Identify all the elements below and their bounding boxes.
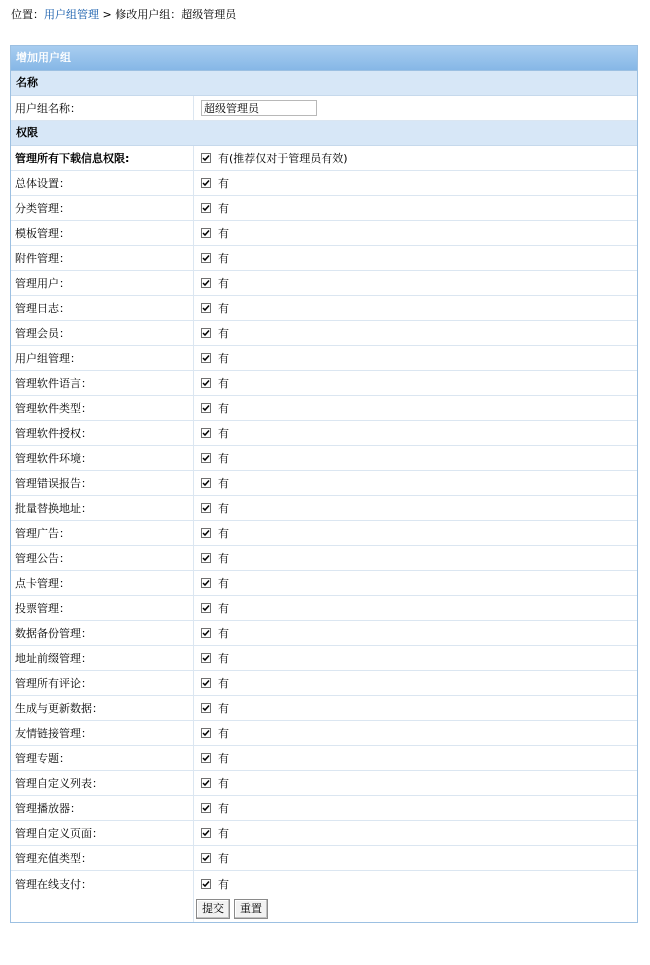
permission-checkbox[interactable] (201, 828, 211, 838)
breadcrumb-separator: > (99, 8, 116, 21)
permission-yes-label: 有 (218, 702, 229, 715)
breadcrumb-prefix: 位置： (11, 8, 44, 21)
permission-label: 管理所有评论： (11, 671, 194, 695)
permission-label: 管理错误报告： (11, 471, 194, 495)
permission-checkbox[interactable] (201, 428, 211, 438)
checkmark-icon (202, 479, 210, 487)
group-name-input[interactable] (201, 100, 317, 116)
permission-checkbox[interactable] (201, 303, 211, 313)
permission-yes-label: 有 (218, 377, 229, 390)
checkmark-icon (202, 579, 210, 587)
permission-label: 管理充值类型： (11, 846, 194, 870)
permission-label: 管理广告： (11, 521, 194, 545)
permission-yes-label: 有 (218, 277, 229, 290)
group-name-row (11, 96, 637, 121)
checkmark-icon (202, 229, 210, 237)
permission-row (11, 246, 637, 271)
permission-checkbox[interactable] (201, 778, 211, 788)
permission-row (11, 296, 637, 321)
permission-checkbox[interactable] (201, 503, 211, 513)
permission-label: 批量替换地址： (11, 496, 194, 520)
permission-checkbox[interactable] (201, 879, 211, 889)
permission-label: 管理播放器： (11, 796, 194, 820)
permission-row (11, 646, 637, 671)
permission-yes-label: 有 (218, 252, 229, 265)
permission-yes-label: 有 (218, 727, 229, 740)
permission-row (11, 271, 637, 296)
checkmark-icon (202, 404, 210, 412)
permission-row (11, 771, 637, 796)
permission-checkbox[interactable] (201, 278, 211, 288)
checkmark-icon (202, 154, 210, 162)
permission-row (11, 171, 637, 196)
permission-row (11, 396, 637, 421)
permission-yes-label: 有 (218, 852, 229, 865)
permission-yes-label: 有 (218, 602, 229, 615)
permission-yes-label: 有 (218, 427, 229, 440)
permission-row (11, 471, 637, 496)
permission-checkbox[interactable] (201, 703, 211, 713)
section-permissions-header: 权限 (11, 121, 637, 146)
permission-row (11, 546, 637, 571)
permission-yes-label: 有 (218, 302, 229, 315)
checkmark-icon (202, 429, 210, 437)
permission-yes-label: 有 (218, 577, 229, 590)
permission-checkbox[interactable] (201, 578, 211, 588)
permission-label: 地址前缀管理： (11, 646, 194, 670)
section-name-header: 名称 (11, 71, 637, 96)
permission-checkbox[interactable] (201, 403, 211, 413)
permission-checkbox[interactable] (201, 553, 211, 563)
permission-label: 管理专题： (11, 746, 194, 770)
checkmark-icon (202, 604, 210, 612)
permission-row (11, 221, 637, 246)
permission-row (11, 696, 637, 721)
panel-title: 增加用户组 (11, 46, 637, 71)
permission-checkbox[interactable] (201, 253, 211, 263)
permission-checkbox[interactable] (201, 653, 211, 663)
permission-row (11, 196, 637, 221)
permission-row (11, 421, 637, 446)
permission-row (11, 146, 637, 171)
permission-yes-label: 有 (218, 402, 229, 415)
permission-yes-label: 有 (218, 652, 229, 665)
checkmark-icon (202, 304, 210, 312)
reset-button[interactable]: 重置 (234, 899, 268, 919)
checkmark-icon (202, 829, 210, 837)
permission-checkbox[interactable] (201, 328, 211, 338)
permission-label: 生成与更新数据： (11, 696, 194, 720)
permission-label: 管理自定义列表： (11, 771, 194, 795)
checkmark-icon (202, 804, 210, 812)
permission-yes-label: 有 (218, 202, 229, 215)
permission-row (11, 496, 637, 521)
permission-yes-label: 有 (218, 677, 229, 690)
permission-checkbox[interactable] (201, 528, 211, 538)
permission-checkbox[interactable] (201, 178, 211, 188)
permission-label: 友情链接管理： (11, 721, 194, 745)
permission-label: 管理所有下载信息权限: (11, 146, 194, 170)
permission-yes-label: 有 (218, 802, 229, 815)
checkmark-icon (202, 729, 210, 737)
checkmark-icon (202, 504, 210, 512)
permission-label: 管理自定义页面： (11, 821, 194, 845)
permission-row (11, 796, 637, 821)
checkmark-icon (202, 204, 210, 212)
checkmark-icon (202, 629, 210, 637)
permission-label: 管理软件环境： (11, 446, 194, 470)
permission-label: 管理软件语言： (11, 371, 194, 395)
checkmark-icon (202, 754, 210, 762)
checkmark-icon (202, 704, 210, 712)
permission-row (11, 821, 637, 846)
checkmark-icon (202, 354, 210, 362)
permission-checkbox[interactable] (201, 353, 211, 363)
permission-checkbox[interactable] (201, 228, 211, 238)
permission-label: 投票管理： (11, 596, 194, 620)
permission-label: 管理软件授权： (11, 421, 194, 445)
permission-checkbox[interactable] (201, 153, 211, 163)
permission-yes-label: 有 (218, 552, 229, 565)
permission-row (11, 621, 637, 646)
permission-label: 点卡管理： (11, 571, 194, 595)
permission-row (11, 321, 637, 346)
checkmark-icon (202, 379, 210, 387)
permission-yes-label: 有 (218, 227, 229, 240)
checkmark-icon (202, 654, 210, 662)
checkmark-icon (202, 880, 210, 888)
permission-label: 管理软件类型： (11, 396, 194, 420)
permission-row (11, 746, 637, 771)
permission-yes-label: 有 (218, 877, 229, 891)
permission-checkbox[interactable] (201, 453, 211, 463)
permission-yes-label: 有(推荐仅对于管理员有效) (218, 152, 348, 165)
permission-row (11, 671, 637, 696)
permission-row (11, 371, 637, 396)
permission-checkbox[interactable] (201, 803, 211, 813)
permission-yes-label: 有 (218, 627, 229, 640)
checkmark-icon (202, 554, 210, 562)
permission-row (11, 571, 637, 596)
checkmark-icon (202, 454, 210, 462)
permission-row (11, 346, 637, 371)
permission-yes-label: 有 (218, 752, 229, 765)
permission-checkbox[interactable] (201, 203, 211, 213)
permission-yes-label: 有 (218, 477, 229, 490)
permission-checkbox[interactable] (201, 603, 211, 613)
permission-checkbox[interactable] (201, 628, 211, 638)
user-group-form-panel (10, 45, 638, 923)
breadcrumb-link-user-groups[interactable]: 用户组管理 (44, 8, 99, 21)
checkmark-icon (202, 254, 210, 262)
permission-row (11, 446, 637, 471)
permission-checkbox[interactable] (201, 728, 211, 738)
checkmark-icon (202, 179, 210, 187)
permission-yes-label: 有 (218, 502, 229, 515)
permission-row (11, 596, 637, 621)
form-actions-row (11, 896, 637, 922)
permission-row (11, 846, 637, 871)
permission-yes-label: 有 (218, 777, 229, 790)
permission-label: 附件管理： (11, 246, 194, 270)
checkmark-icon (202, 329, 210, 337)
checkmark-icon (202, 779, 210, 787)
permission-yes-label: 有 (218, 352, 229, 365)
checkmark-icon (202, 854, 210, 862)
permission-label: 总体设置： (11, 171, 194, 195)
permission-label: 用户组管理： (11, 346, 194, 370)
group-name-label: 用户组名称： (11, 96, 194, 120)
permission-label: 管理日志： (11, 296, 194, 320)
permission-label: 管理公告： (11, 546, 194, 570)
permission-label: 分类管理： (11, 196, 194, 220)
checkmark-icon (202, 529, 210, 537)
permission-row (11, 721, 637, 746)
checkmark-icon (202, 679, 210, 687)
permission-yes-label: 有 (218, 177, 229, 190)
permission-label: 管理会员： (11, 321, 194, 345)
permission-checkbox[interactable] (201, 478, 211, 488)
permission-yes-label: 有 (218, 327, 229, 340)
permission-yes-label: 有 (218, 452, 229, 465)
permission-checkbox[interactable] (201, 853, 211, 863)
permission-label: 模板管理： (11, 221, 194, 245)
permission-label: 管理用户： (11, 271, 194, 295)
permission-yes-label: 有 (218, 527, 229, 540)
permission-yes-label: 有 (218, 827, 229, 840)
permission-checkbox[interactable] (201, 678, 211, 688)
breadcrumb (11, 7, 236, 23)
permission-list (11, 146, 637, 896)
permission-label: 管理在线支付： (11, 871, 194, 896)
submit-button[interactable]: 提交 (196, 899, 230, 919)
checkmark-icon (202, 279, 210, 287)
permission-label: 数据备份管理： (11, 621, 194, 645)
permission-checkbox[interactable] (201, 753, 211, 763)
permission-row (11, 521, 637, 546)
permission-row (11, 871, 637, 896)
permission-checkbox[interactable] (201, 378, 211, 388)
breadcrumb-current: 修改用户组：超级管理员 (115, 8, 237, 21)
